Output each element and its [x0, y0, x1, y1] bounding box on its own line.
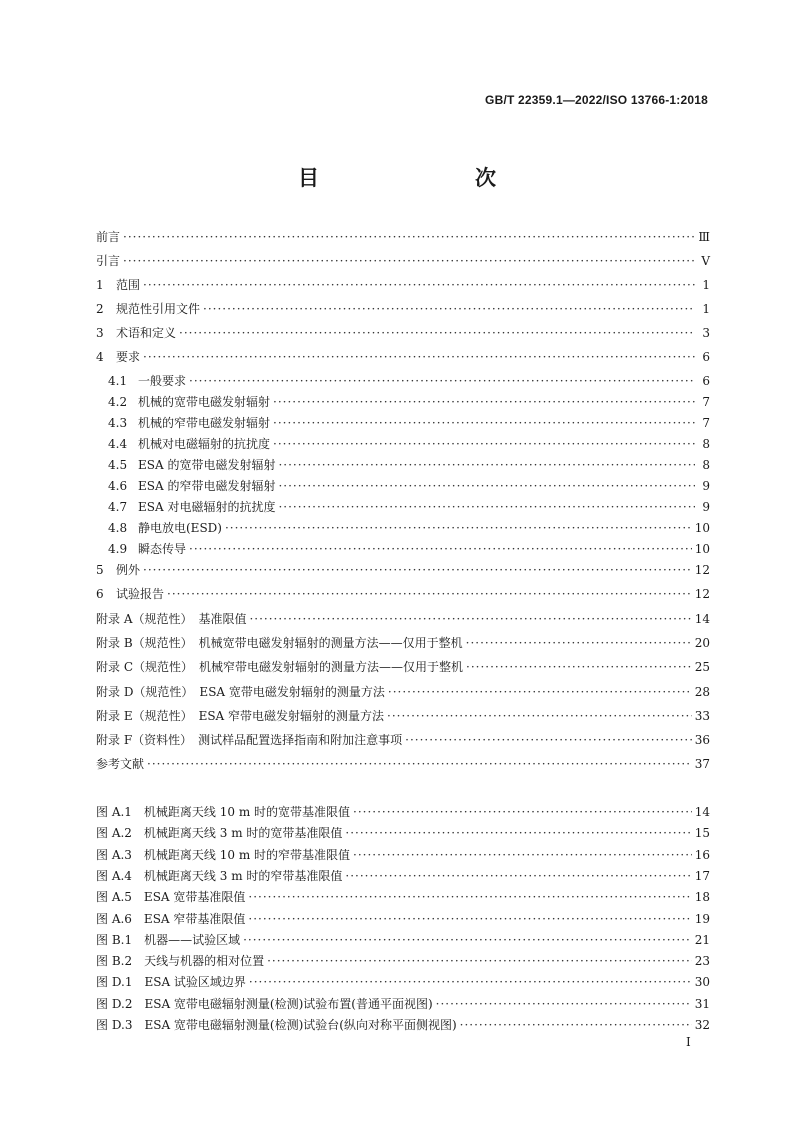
entry-page-number: 21 [694, 932, 710, 947]
leader-dots [143, 278, 695, 292]
entry-number: 4.8 [108, 521, 128, 535]
entry-page-number: Ⅴ [701, 254, 710, 268]
entry-number: 4.5 [108, 458, 128, 472]
leader-dots [387, 709, 692, 723]
entry-label [96, 610, 246, 627]
entry-title: 附录 A（规范性） 基准限值 [96, 611, 247, 626]
entry-number: 4.4 [108, 437, 128, 451]
leader-dots [167, 587, 692, 601]
entry-label [96, 910, 245, 927]
entry-page-number: 19 [694, 911, 710, 926]
figure-entry[interactable] [96, 910, 710, 927]
toc-entry[interactable] [96, 585, 710, 602]
entry-title: 试验报告 [116, 587, 165, 602]
entry-page-number: 6 [702, 374, 710, 388]
leader-dots [179, 326, 695, 340]
leader-dots [147, 757, 692, 771]
entry-label [96, 995, 433, 1012]
entry-number: 4.9 [108, 542, 128, 556]
toc-entry[interactable] [96, 414, 710, 431]
toc-entry[interactable] [96, 324, 710, 341]
entry-page-number: 33 [694, 708, 710, 723]
entry-number: 4.2 [108, 395, 128, 409]
toc-entry[interactable] [96, 348, 710, 365]
entry-title: 图 D.3 ESA 宽带电磁辐射测量(检测)试验台(纵向对称平面侧视图) [96, 1018, 457, 1032]
entry-label [96, 585, 164, 602]
toc-entry[interactable] [96, 456, 710, 473]
entry-label [96, 888, 245, 905]
entry-label [96, 252, 120, 269]
leader-dots [249, 612, 691, 626]
entry-title: 图 B.2 天线与机器的相对位置 [96, 954, 265, 969]
leader-dots [278, 479, 695, 493]
entry-title: 图 A.3 机械距离天线 10 m 时的窄带基准限值 [96, 847, 351, 862]
entry-title: 规范性引用文件 [116, 302, 201, 316]
leader-dots [466, 636, 692, 650]
toc-entry[interactable] [96, 755, 710, 772]
entry-title: 瞬态传导 [138, 542, 187, 556]
entry-title: 范围 [116, 278, 141, 292]
entry-title: 静电放电(ESD) [138, 521, 222, 535]
leader-dots [273, 416, 695, 430]
leader-dots [267, 954, 692, 968]
entry-title: ESA 对电磁辐射的抗扰度 [138, 500, 276, 514]
entry-page-number: 7 [702, 395, 710, 409]
entry-label [96, 707, 384, 724]
entry-page-number: 31 [694, 996, 710, 1011]
entry-title: 机械对电磁辐射的抗扰度 [138, 437, 271, 451]
leader-dots [353, 805, 692, 819]
page-title: 目 次 [298, 166, 534, 190]
entry-title: 机械的窄带电磁发射辐射 [138, 416, 271, 430]
toc-entry[interactable] [96, 498, 710, 515]
entry-label [96, 561, 140, 578]
figure-entry[interactable] [96, 846, 710, 863]
toc-entry[interactable] [96, 477, 710, 494]
toc-entry[interactable] [96, 683, 710, 700]
entry-page-number: 28 [694, 684, 710, 699]
leader-dots [225, 521, 692, 535]
entry-title: 图 A.5 ESA 宽带基准限值 [96, 890, 246, 905]
entry-number: 4.7 [108, 500, 128, 514]
toc-entry[interactable] [96, 658, 710, 675]
entry-label [108, 414, 270, 431]
entry-page-number: 17 [694, 868, 710, 883]
entry-title: 附录 D（规范性） ESA 宽带电磁发射辐射的测量方法 [96, 684, 385, 699]
entry-page-number: 7 [702, 416, 710, 430]
entry-title: 图 B.1 机器——试验区域 [96, 932, 241, 947]
standard-code: GB/T 22359.1—2022/ISO 13766-1:2018 [485, 93, 708, 107]
entry-title: 图 D.1 ESA 试验区域边界 [96, 975, 246, 990]
entry-label [96, 803, 350, 820]
toc-entry[interactable] [96, 393, 710, 410]
entry-page-number: 3 [702, 326, 710, 340]
entry-title: ESA 的窄带电磁发射辐射 [138, 479, 276, 493]
toc-entry[interactable] [96, 519, 710, 536]
entry-page-number: 12 [694, 563, 710, 577]
entry-page-number: 20 [694, 635, 710, 650]
entry-label [96, 846, 350, 863]
entry-number: 4.1 [108, 374, 128, 388]
leader-dots [203, 302, 695, 316]
entry-page-number: 1 [702, 278, 710, 292]
entry-label [96, 324, 176, 341]
entry-title: 例外 [116, 563, 141, 577]
entry-number: 6 [96, 587, 104, 602]
toc-entry[interactable] [96, 252, 710, 269]
entry-number: 4 [96, 350, 104, 364]
entry-title: 前言 [96, 230, 121, 244]
entry-label [108, 477, 275, 494]
entry-page-number: 18 [694, 890, 710, 905]
toc-entry[interactable] [96, 228, 710, 245]
entry-label [108, 540, 186, 557]
entry-title: 机械的宽带电磁发射辐射 [138, 395, 271, 409]
toc-entry[interactable] [96, 561, 710, 578]
entry-label [96, 952, 264, 969]
leader-dots [243, 933, 692, 947]
entry-page-number: 9 [702, 500, 710, 514]
entry-page-number: 15 [694, 826, 710, 841]
toc-entry[interactable] [96, 707, 710, 724]
figure-entry[interactable] [96, 952, 710, 969]
entry-page-number: Ⅲ [698, 230, 710, 244]
entry-label [108, 498, 275, 515]
entry-label [108, 435, 270, 452]
toc-entry[interactable] [96, 435, 710, 452]
entry-page-number: 10 [694, 542, 710, 556]
leader-dots [405, 733, 692, 747]
entry-page-number: 16 [694, 847, 710, 862]
entry-title: 术语和定义 [116, 326, 177, 340]
figure-entry[interactable] [96, 824, 710, 841]
leader-dots [249, 975, 692, 989]
entry-page-number: 36 [694, 733, 710, 748]
entry-page-number: 9 [702, 479, 710, 493]
entry-label [96, 824, 342, 841]
entry-label [96, 755, 144, 772]
entry-number: 4.6 [108, 479, 128, 493]
entry-title: 一般要求 [138, 374, 187, 388]
entry-number: 5 [96, 563, 104, 577]
entry-page-number: 8 [702, 437, 710, 451]
entry-number: 3 [96, 326, 104, 340]
leader-dots [460, 1018, 692, 1032]
entry-title: 附录 B（规范性） 机械宽带电磁发射辐射的测量方法——仅用于整机 [96, 635, 463, 650]
entry-page-number: 30 [694, 975, 710, 990]
leader-dots [278, 458, 695, 472]
leader-dots [248, 890, 691, 904]
entry-label [96, 731, 402, 748]
leader-dots [189, 542, 692, 556]
figure-entry[interactable] [96, 931, 710, 948]
leader-dots [123, 254, 695, 268]
entry-page-number: 14 [694, 805, 710, 819]
toc-entry[interactable] [96, 634, 710, 651]
entry-title: 图 D.2 ESA 宽带电磁辐射测量(检测)试验布置(普通平面视图) [96, 996, 433, 1011]
entry-title: 附录 E（规范性） ESA 窄带电磁发射辐射的测量方法 [96, 708, 385, 723]
entry-page-number: 8 [702, 458, 710, 472]
entry-title: 图 A.1 机械距离天线 10 m 时的宽带基准限值 [96, 805, 351, 819]
figure-entry[interactable] [96, 1016, 710, 1033]
leader-dots [189, 374, 695, 388]
entry-label [96, 931, 240, 948]
toc-entry[interactable] [96, 276, 710, 293]
entry-page-number: 14 [694, 611, 710, 626]
entry-label [96, 658, 463, 675]
entry-number: 2 [96, 302, 104, 316]
toc-entry[interactable] [96, 731, 710, 748]
entry-label [96, 634, 463, 651]
entry-page-number: 25 [694, 660, 710, 675]
figure-entry[interactable] [96, 995, 710, 1012]
entry-label [96, 973, 246, 990]
entry-page-number: 10 [694, 521, 710, 535]
leader-dots [436, 997, 692, 1011]
leader-dots [278, 500, 695, 514]
figure-entry[interactable] [96, 867, 710, 884]
entry-label [108, 393, 270, 410]
entry-title: ESA 的宽带电磁发射辐射 [138, 458, 276, 472]
entry-title: 参考文献 [96, 757, 145, 772]
entry-label [96, 348, 140, 365]
leader-dots [273, 437, 695, 451]
entry-label [108, 519, 222, 536]
entry-page-number: 12 [694, 587, 710, 602]
entry-label [96, 867, 342, 884]
entry-page-number: 23 [694, 954, 710, 969]
entry-title: 图 A.6 ESA 窄带基准限值 [96, 911, 246, 926]
toc-entry[interactable] [96, 540, 710, 557]
entry-title: 附录 F（资料性） 测试样品配置选择指南和附加注意事项 [96, 733, 403, 748]
entry-title: 图 A.4 机械距离天线 3 m 时的窄带基准限值 [96, 868, 343, 883]
leader-dots [345, 826, 691, 840]
leader-dots [248, 912, 691, 926]
entry-label [96, 683, 385, 700]
entry-number: 1 [96, 278, 104, 292]
entry-page-number: 37 [694, 757, 710, 772]
figure-entry[interactable] [96, 973, 710, 990]
figure-entry[interactable] [96, 803, 710, 820]
entry-title: 附录 C（规范性） 机械窄带电磁发射辐射的测量方法——仅用于整机 [96, 660, 463, 675]
entry-label [96, 1016, 457, 1033]
toc-entry[interactable] [96, 610, 710, 627]
leader-dots [143, 563, 692, 577]
leader-dots [273, 395, 695, 409]
entry-page-number: 1 [702, 302, 710, 316]
leader-dots [143, 350, 695, 364]
entry-label [96, 300, 200, 317]
toc-entry[interactable] [96, 300, 710, 317]
entry-label [96, 228, 120, 245]
entry-label [108, 456, 275, 473]
entry-page-number: 6 [702, 350, 710, 364]
leader-dots [466, 660, 692, 674]
leader-dots [123, 230, 695, 244]
figure-entry[interactable] [96, 888, 710, 905]
entry-label [96, 276, 140, 293]
toc-entry[interactable] [96, 372, 710, 389]
leader-dots [353, 848, 692, 862]
entry-title: 要求 [116, 350, 141, 364]
leader-dots [388, 685, 692, 699]
entry-title: 引言 [96, 254, 121, 268]
footer-page-number: I [686, 1035, 691, 1049]
entry-title: 图 A.2 机械距离天线 3 m 时的宽带基准限值 [96, 826, 343, 841]
entry-page-number: 32 [694, 1018, 710, 1032]
entry-label [108, 372, 186, 389]
entry-number: 4.3 [108, 416, 128, 430]
leader-dots [345, 869, 691, 883]
